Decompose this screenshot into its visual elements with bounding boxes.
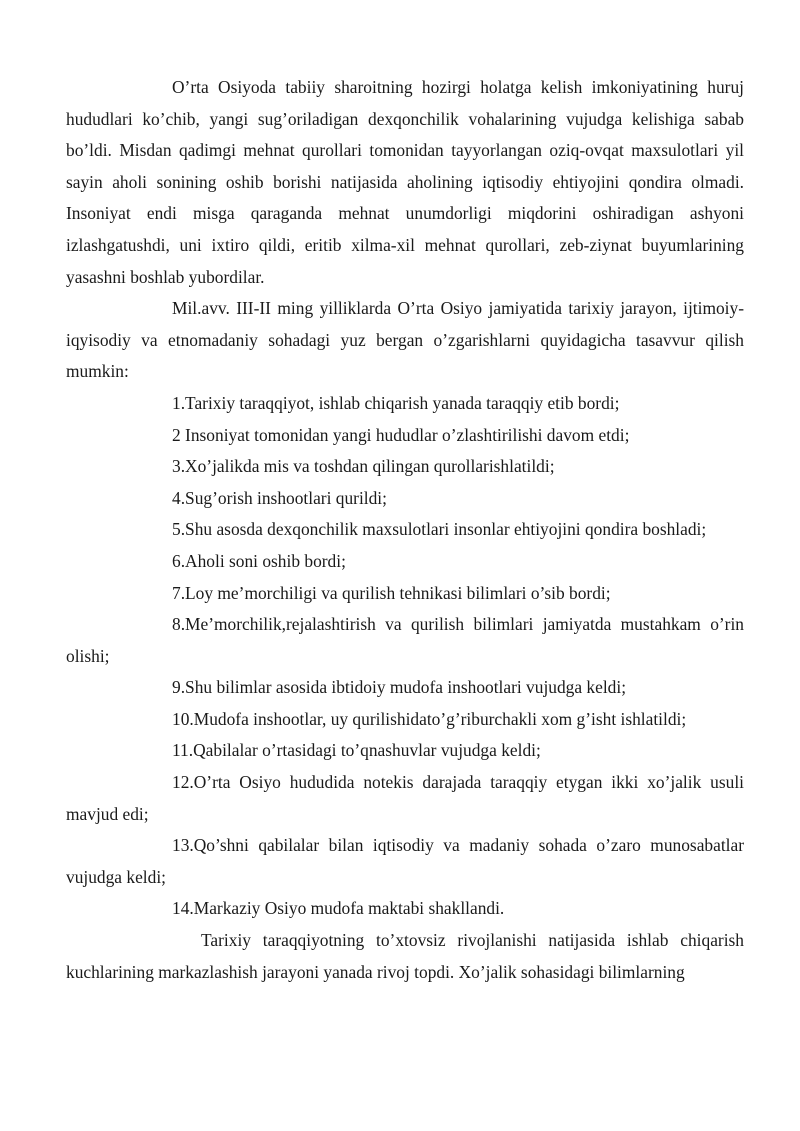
list-item: 2 Insoniyat tomonidan yangi hududlar o’zlashtirilishi davom etdi; [172, 424, 630, 445]
list-item: 4.Sug’orish inshootlari qurildi; [172, 487, 387, 508]
list-item: 14.Markaziy Osiyo mudofa maktabi shakllandi. [172, 898, 505, 919]
paragraph-list-lead: Mil.avv. III-II ming yilliklarda O’rta Osiyo jamiyatida tarixiy jarayon, ijtimoiy-iqyisodiy va etnomadaniy sohadagi yuz bergan o’zgarishlarni quyidagicha tasavvur qilish mumkin: [66, 298, 744, 382]
list-item: 7.Loy me’morchiligi va qurilish tehnikasi bilimlari o’sib bordi; [172, 582, 611, 603]
list-item: 10.Mudofa inshootlar, uy qurilishidato’g’riburchakli xom g’isht ishlatildi; [172, 708, 687, 729]
list-item: 13.Qo’shni qabilalar bilan iqtisodiy va madaniy sohada o’zaro munosabatlar vujudga keldi; [66, 835, 744, 887]
list-item: 9.Shu bilimlar asosida ibtidoiy mudofa inshootlari vujudga keldi; [172, 677, 627, 698]
list-item: 12.O’rta Osiyo hududida notekis darajada taraqqiy etygan ikki xo’jalik usuli mavjud edi; [66, 772, 744, 824]
list-item: 6.Aholi soni oshib bordi; [172, 550, 346, 571]
list-item: 11.Qabilalar o’rtasidagi to’qnashuvlar vujudga keldi; [172, 740, 541, 761]
paragraph-closing: Tarixiy taraqqiyotning to’xtovsiz rivojlanishi natijasida ishlab chiqarish kuchlarining markazlashish jarayoni yanada rivoj topdi. Xo’jalik sohasidagi bilimlarning [66, 930, 744, 982]
list-item: 8.Me’morchilik,rejalashtirish va qurilish bilimlari jamiyatda mustahkam o’rin olishi; [66, 614, 744, 666]
document-page [66, 72, 744, 988]
list-item: 3.Xo’jalikda mis va toshdan qilingan qurollarishlatildi; [172, 456, 555, 477]
list-item: 1.Tarixiy taraqqiyot, ishlab chiqarish yanada taraqqiy etib bordi; [172, 392, 620, 413]
paragraph-intro: O’rta Osiyoda tabiiy sharoitning hozirgi holatga kelish imkoniyatining huruj hududlari ko’chib, yangi sug’oriladigan dexqonchilik vohalarining vujudga kelishiga sabab bo’ldi. Misdan qadimgi mehnat qurollari tomonidan tayyorlangan oziq-ovqat maxsulotlari yil sayin aholi sonining oshib borishi natijasida aholining iqtisodiy ehtiyojini qondira olmadi. Insoniyat endi misga qaraganda mehnat unumdorligi miqdorini oshiradigan ashyoni izlashgatushdi, uni ixtiro qildi, eritib xilma-xil mehnat qurollari, zeb-ziynat buyumlarining yasashni boshlab yubordilar. [66, 77, 744, 287]
list-item: 5.Shu asosda dexqonchilik maxsulotlari insonlar ehtiyojini qondira boshladi; [172, 519, 707, 540]
